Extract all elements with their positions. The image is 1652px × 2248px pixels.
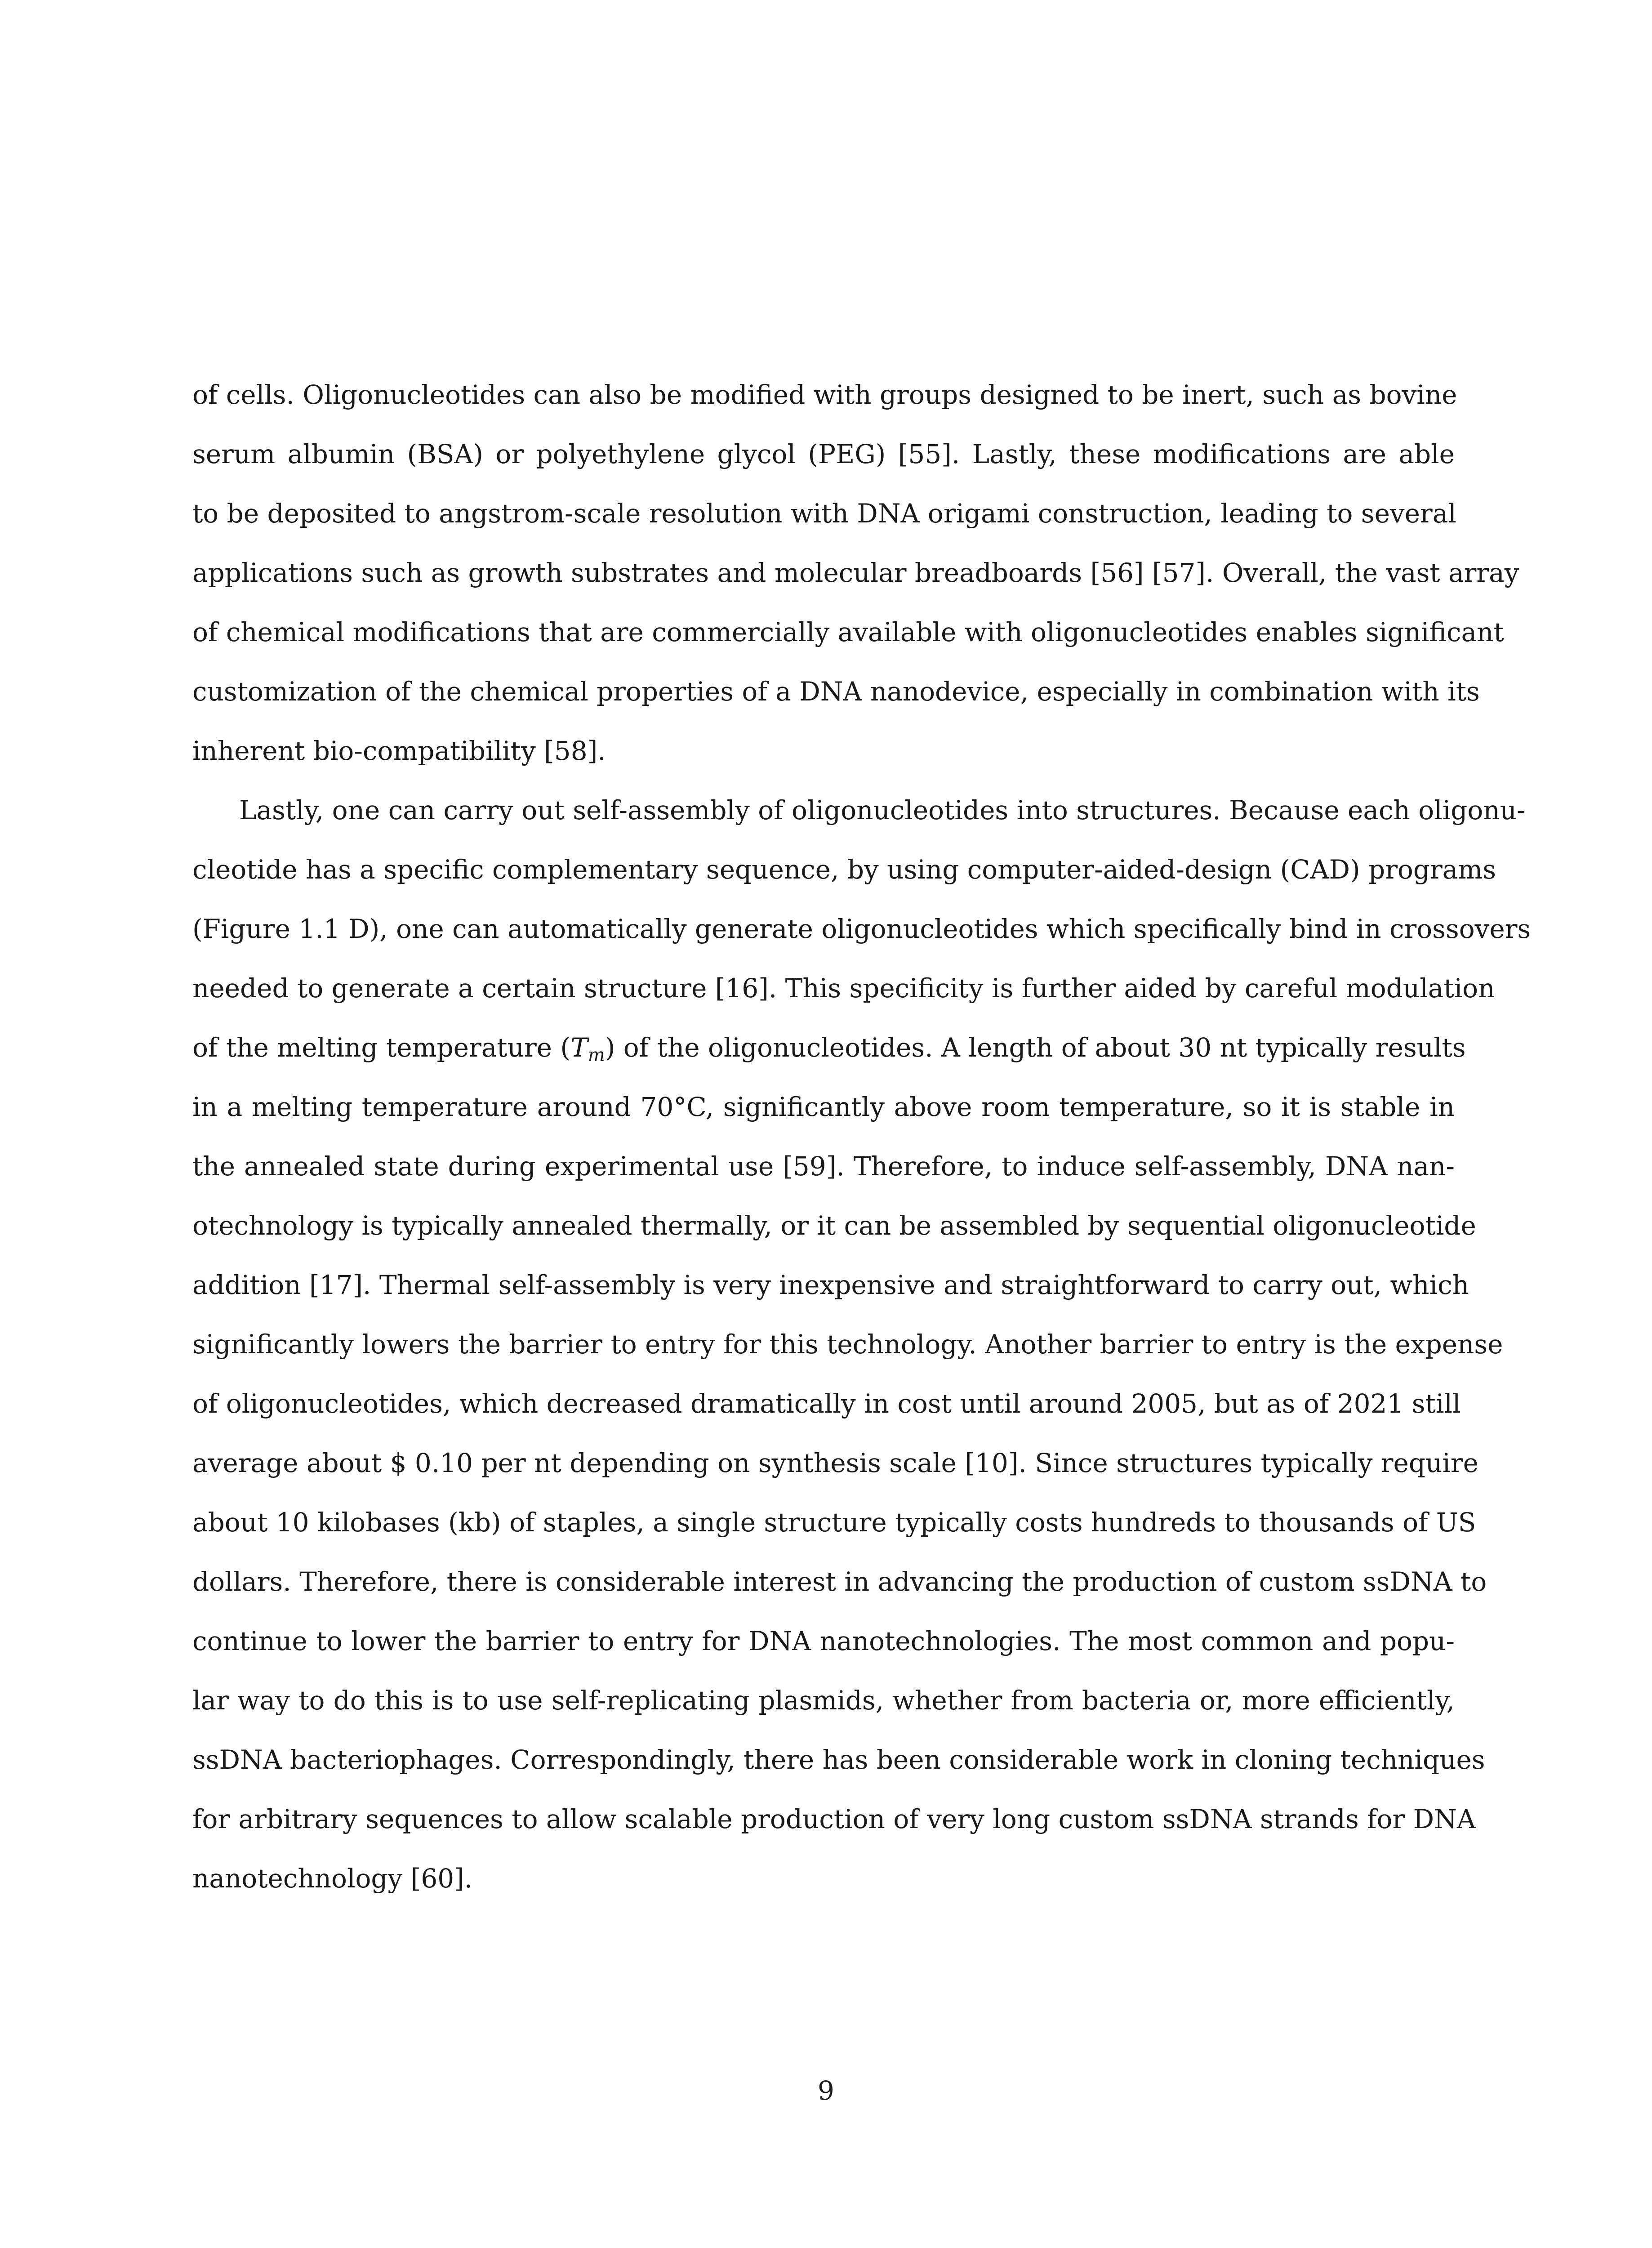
text-line: of oligonucleotides, which decreased dramatically in cost until around 2005, but as of 2021 still [192, 1388, 1461, 1419]
page-number: 9 [818, 2075, 834, 2106]
text-line: of chemical modifications that are commercially available with oligonucleotides enables significant [192, 617, 1504, 647]
text-line: about 10 kilobases (kb) of staples, a single structure typically costs hundreds to thousands of US [192, 1507, 1476, 1538]
text-line: needed to generate a certain structure [16]. This specificity is further aided by careful modulation [192, 973, 1495, 1004]
text-fragment: of the melting temperature ( [192, 1032, 571, 1063]
text-line: continue to lower the barrier to entry for DNA nanotechnologies. The most common and popu- [192, 1626, 1455, 1656]
text-line: average about $ 0.10 per nt depending on synthesis scale [10]. Since structures typically require [192, 1448, 1478, 1478]
text-line: inherent bio-compatibility [58]. [192, 736, 606, 766]
text-line: nanotechnology [60]. [192, 1863, 473, 1894]
text-line: lar way to do this is to use self-replicating plasmids, whether from bacteria or, more efficiently, [192, 1685, 1455, 1716]
text-line: serum albumin (BSA) or polyethylene glycol (PEG) [55]. Lastly, these modifications are able [192, 439, 1455, 469]
text-line: of cells. Oligonucleotides can also be modified with groups designed to be inert, such as bovine [192, 379, 1457, 410]
text-line: the annealed state during experimental use [59]. Therefore, to induce self-assembly, DNA nan- [192, 1151, 1455, 1182]
text-line: applications such as growth substrates and molecular breadboards [56] [57]. Overall, the vast array [192, 558, 1519, 588]
text-line: customization of the chemical properties of a DNA nanodevice, especially in combination with its [192, 676, 1480, 707]
text-line: otechnology is typically annealed thermally, or it can be assembled by sequential oligonucleotide [192, 1210, 1476, 1241]
text-line: addition [17]. Thermal self-assembly is very inexpensive and straightforward to carry out, which [192, 1270, 1469, 1300]
paragraph-1 [192, 365, 1519, 781]
text-line: in a melting temperature around 70°C, significantly above room temperature, so it is stable in [192, 1092, 1455, 1122]
text-line: Lastly, one can carry out self-assembly of oligonucleotides into structures. Because each oligonu- [239, 795, 1526, 825]
paragraph-2 [192, 781, 1531, 1908]
body-text [192, 365, 1531, 1908]
text-line: for arbitrary sequences to allow scalable production of very long custom ssDNA strands for DNA [192, 1804, 1476, 1834]
text-line: to be deposited to angstrom-scale resolution with DNA origami construction, leading to several [192, 498, 1456, 529]
text-line: significantly lowers the barrier to entry for this technology. Another barrier to entry is the expense [192, 1329, 1503, 1360]
melting-temperature-symbol: T [570, 1032, 588, 1063]
text-line: ssDNA bacteriophages. Correspondingly, there has been considerable work in cloning techniques [192, 1744, 1485, 1775]
melting-temperature-subscript: m [588, 1045, 605, 1066]
text-line: cleotide has a specific complementary sequence, by using computer-aided-design (CAD) programs [192, 854, 1496, 885]
text-fragment: ) of the oligonucleotides. A length of about 30 nt typically results [605, 1032, 1466, 1063]
text-line-with-math [192, 1018, 1466, 1077]
text-line: dollars. Therefore, there is considerable interest in advancing the production of custom ssDNA to [192, 1566, 1487, 1597]
text-line: (Figure 1.1 D), one can automatically generate oligonucleotides which specifically bind in crossovers [192, 914, 1531, 944]
